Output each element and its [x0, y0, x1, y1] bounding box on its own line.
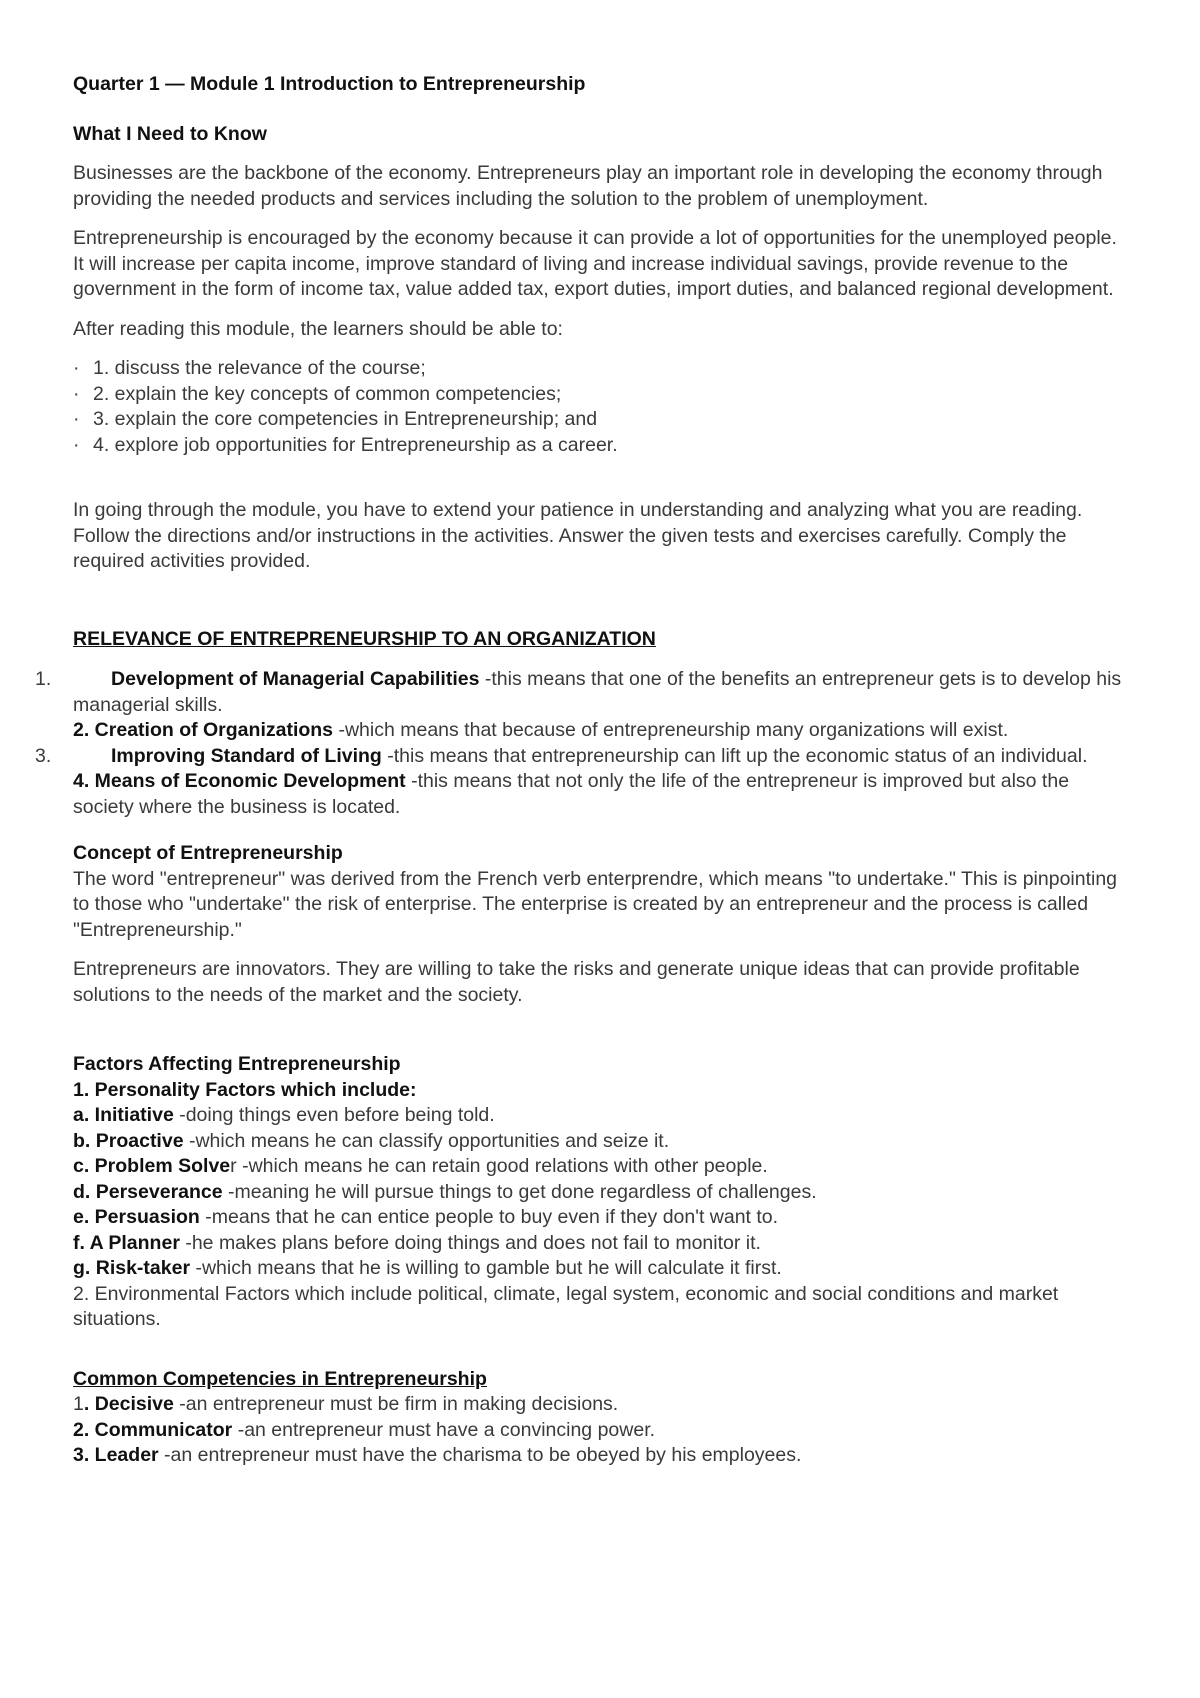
list-number: 1.	[35, 668, 52, 690]
bullet-icon: ·	[73, 433, 80, 456]
list-item: d. Perseverance -meaning he will pursue things to get done regardless of challenges.	[73, 1180, 817, 1203]
paragraph: 2. Environmental Factors which include political, climate, legal system, economic and social conditions and market situations.	[73, 1282, 1059, 1330]
factors-list	[73, 1103, 1133, 1282]
paragraph: In going through the module, you have to extend your patience in understanding and analyzing what you are reading. Follow the directions and/or instructions in the activities. Answer the given tests and exercises carefully. Comply the required activities provided.	[73, 499, 1083, 572]
bullet-icon: ·	[73, 408, 80, 430]
list-item: c. Problem Solver -which means he can retain good relations with other people.	[73, 1155, 768, 1177]
list-item: 3. Leader -an entrepreneur must have the charisma to be obeyed by his employees.	[73, 1444, 802, 1466]
section-heading-relevance: RELEVANCE OF ENTREPRENEURSHIP TO AN ORGANIZATION	[73, 627, 656, 650]
section-heading-factors: Factors Affecting Entrepreneurship	[73, 1053, 401, 1075]
list-item: b. Proactive -which means he can classify opportunities and seize it.	[73, 1129, 670, 1152]
bullet-icon: ·	[73, 357, 80, 379]
list-item: f. A Planner -he makes plans before doing things and does not fail to monitor it.	[73, 1231, 761, 1254]
list-item: · 3. explain the core competencies in Entrepreneurship; and	[73, 407, 1133, 433]
list-item: · 2. explain the key concepts of common competencies;	[73, 382, 1133, 408]
list-item: 4. Means of Economic Development -this means that not only the life of the entrepreneur is improved but also the society where the business is located.	[73, 770, 1070, 818]
competencies-list	[73, 1392, 1133, 1469]
paragraph: Entrepreneurship is encouraged by the economy because it can provide a lot of opportunities for the unemployed people. It will increase per capita income, improve standard of living and increase individual savings, provide revenue to the government in the form of income tax, value added tax, export duties, import duties, and balanced regional development.	[73, 227, 1117, 300]
paragraph: Businesses are the backbone of the economy. Entrepreneurs play an important role in developing the economy through providing the needed products and services including the solution to the problem of unemployment.	[73, 162, 1103, 210]
list-item: g. Risk-taker -which means that he is willing to gamble but he will calculate it first.	[73, 1257, 782, 1279]
list-item: · 1. discuss the relevance of the course;	[73, 356, 1133, 382]
paragraph: The word "entrepreneur" was derived from the French verb enterprendre, which means "to undertake." This is pinpointing to those who "undertake" the risk of enterprise. The enterprise is created by an entrepreneur and the process is called "Entrepreneurship."	[73, 867, 1118, 941]
list-item: 3. Improving Standard of Living -this means that entrepreneurship can lift up the economic status of an individual.	[73, 744, 1133, 770]
paragraph: After reading this module, the learners should be able to:	[73, 317, 563, 340]
bullet-icon: ·	[73, 382, 80, 405]
list-item: 2. Communicator -an entrepreneur must have a convincing power.	[73, 1418, 656, 1441]
subheading-personality: 1. Personality Factors which include:	[73, 1078, 417, 1101]
list-item: a. Initiative -doing things even before being told.	[73, 1104, 495, 1126]
section-heading-need-to-know: What I Need to Know	[73, 122, 267, 145]
objectives-list	[73, 356, 1133, 458]
list-item: 1. Development of Managerial Capabilities -this means that one of the benefits an entrepreneur gets is to develop his managerial skills.	[35, 668, 1122, 716]
list-number: 3.	[35, 744, 52, 767]
list-item: e. Persuasion -means that he can entice people to buy even if they don't want to.	[73, 1206, 779, 1228]
document-page	[35, 72, 1133, 1469]
relevance-list	[35, 667, 1133, 820]
list-item: 2. Creation of Organizations -which means that because of entrepreneurship many organizations will exist.	[73, 719, 1009, 741]
page-title: Quarter 1 — Module 1 Introduction to Entrepreneurship	[73, 73, 586, 95]
section-heading-concept: Concept of Entrepreneurship	[73, 842, 343, 864]
section-heading-competencies: Common Competencies in Entrepreneurship	[73, 1367, 487, 1390]
list-item: · 4. explore job opportunities for Entrepreneurship as a career.	[73, 433, 1133, 459]
list-item: 1. Decisive -an entrepreneur must be firm in making decisions.	[73, 1393, 619, 1415]
paragraph: Entrepreneurs are innovators. They are willing to take the risks and generate unique ideas that can provide profitable solutions to the needs of the market and the society.	[73, 958, 1080, 1006]
